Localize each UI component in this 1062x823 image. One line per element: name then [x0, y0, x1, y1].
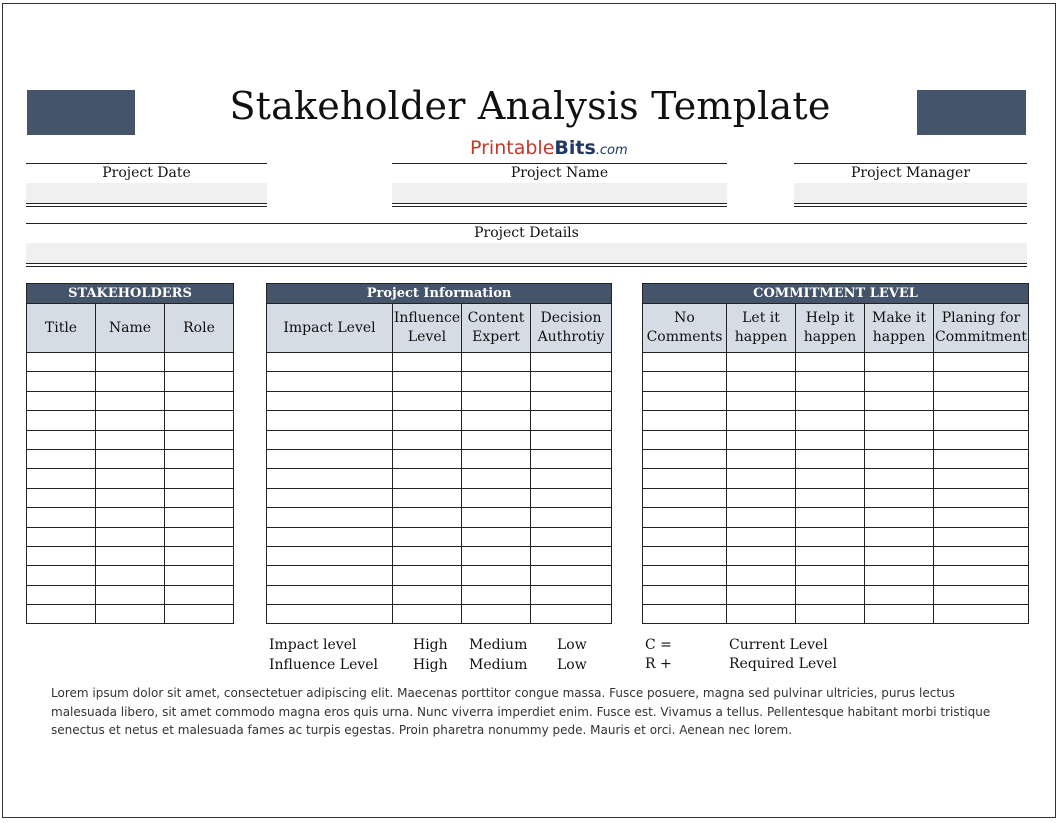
col-planning-for-commitment: Planing for Commitment [934, 304, 1029, 353]
table-cell[interactable] [96, 566, 165, 585]
table-cell[interactable] [96, 353, 165, 372]
col-help-it-happen: Help it happen [796, 304, 865, 353]
table-cell[interactable] [531, 469, 612, 488]
table-cell[interactable] [393, 372, 462, 391]
table-cell[interactable] [165, 585, 234, 604]
table-cell[interactable] [165, 605, 234, 624]
table-cell[interactable] [267, 566, 393, 585]
table-cell[interactable] [27, 391, 96, 410]
table-cell[interactable] [934, 527, 1029, 546]
table-cell[interactable] [267, 353, 393, 372]
table-cell[interactable] [865, 469, 934, 488]
impact-level-legend-label: Impact level [269, 637, 357, 653]
table-row [27, 585, 234, 604]
table-cell[interactable] [531, 411, 612, 430]
table-cell[interactable] [934, 391, 1029, 410]
table-cell[interactable] [643, 469, 727, 488]
project-details-label: Project Details [474, 225, 579, 241]
table-row [27, 353, 234, 372]
table-cell[interactable] [531, 585, 612, 604]
table-cell[interactable] [462, 546, 531, 565]
table-cell[interactable] [934, 430, 1029, 449]
logo-part3: .com [595, 143, 628, 158]
influence-high: High [413, 657, 448, 673]
table-row [267, 469, 612, 488]
table-cell[interactable] [865, 372, 934, 391]
table-cell[interactable] [267, 391, 393, 410]
table-cell[interactable] [531, 353, 612, 372]
table-row [643, 430, 1029, 449]
table-cell[interactable] [643, 585, 727, 604]
table-cell[interactable] [462, 353, 531, 372]
table-cell[interactable] [96, 488, 165, 507]
table-cell[interactable] [727, 488, 796, 507]
table-cell[interactable] [727, 411, 796, 430]
table-cell[interactable] [462, 449, 531, 468]
table-cell[interactable] [393, 508, 462, 527]
table-cell[interactable] [934, 411, 1029, 430]
table-row [267, 508, 612, 527]
table-row [27, 527, 234, 546]
table-cell[interactable] [267, 469, 393, 488]
project-name-label: Project Name [510, 165, 609, 181]
table-cell[interactable] [267, 585, 393, 604]
stakeholders-band: STAKEHOLDERS [27, 284, 234, 304]
table-row [643, 605, 1029, 624]
table-cell[interactable] [96, 411, 165, 430]
page-title: Stakeholder Analysis Template [229, 84, 831, 128]
col-role: Role [165, 304, 234, 353]
project-information-table [266, 283, 612, 624]
table-cell[interactable] [393, 605, 462, 624]
table-cell[interactable] [462, 605, 531, 624]
table-cell[interactable] [531, 546, 612, 565]
table-cell[interactable] [796, 411, 865, 430]
table-cell[interactable] [267, 605, 393, 624]
table-cell[interactable] [165, 527, 234, 546]
table-cell[interactable] [462, 566, 531, 585]
logo-part1: Printable [470, 137, 555, 159]
table-cell[interactable] [267, 449, 393, 468]
table-cell[interactable] [727, 372, 796, 391]
table-cell[interactable] [643, 488, 727, 507]
table-cell[interactable] [727, 449, 796, 468]
required-level-text: Required Level [729, 656, 837, 672]
table-cell[interactable] [165, 353, 234, 372]
table-cell[interactable] [865, 566, 934, 585]
table-cell[interactable] [727, 527, 796, 546]
notes-text: Lorem ipsum dolor sit amet, consectetuer adipiscing elit. Maecenas porttitor congue massa. Fusce posuere, magna sed pulvinar ultricies, purus lectus malesuada libero, sit amet commodo magna eros quis urna. Nunc viverra imperdiet enim. Fusce est. Vivamus a tellus. Pellentesque habitant morbi tristique senectus et netus et malesuada fames ac turpis egestas. Proin pharetra nonummy pede. Mauris et orci. Aenean nec lorem. [51, 686, 991, 737]
table-cell[interactable] [727, 391, 796, 410]
col-content-expert: Content Expert [462, 304, 531, 353]
table-cell[interactable] [934, 508, 1029, 527]
table-cell[interactable] [934, 605, 1029, 624]
table-cell[interactable] [27, 605, 96, 624]
table-cell[interactable] [727, 546, 796, 565]
table-cell[interactable] [796, 391, 865, 410]
table-cell[interactable] [796, 527, 865, 546]
table-cell[interactable] [27, 566, 96, 585]
table-cell[interactable] [96, 372, 165, 391]
table-row [267, 353, 612, 372]
table-cell[interactable] [165, 508, 234, 527]
table-cell[interactable] [865, 605, 934, 624]
table-cell[interactable] [267, 527, 393, 546]
table-row [643, 372, 1029, 391]
impact-high: High [413, 637, 448, 653]
influence-level-legend-label: Influence Level [269, 657, 379, 673]
project-date-field[interactable] [26, 163, 267, 207]
table-cell[interactable] [796, 469, 865, 488]
table-cell[interactable] [462, 469, 531, 488]
col-impact-level: Impact Level [267, 304, 393, 353]
table-row [643, 508, 1029, 527]
table-cell[interactable] [934, 488, 1029, 507]
table-row [267, 527, 612, 546]
table-cell[interactable] [96, 585, 165, 604]
table-cell[interactable] [796, 430, 865, 449]
table-cell[interactable] [462, 372, 531, 391]
table-cell[interactable] [267, 488, 393, 507]
table-cell[interactable] [643, 449, 727, 468]
table-row [643, 469, 1029, 488]
table-cell[interactable] [96, 449, 165, 468]
table-row [267, 411, 612, 430]
table-row [267, 372, 612, 391]
table-cell[interactable] [531, 508, 612, 527]
influence-medium: Medium [469, 657, 528, 673]
table-cell[interactable] [393, 488, 462, 507]
table-cell[interactable] [727, 430, 796, 449]
col-no-comments: No Comments [643, 304, 727, 353]
table-cell[interactable] [267, 546, 393, 565]
logo-part2: Bits [554, 137, 596, 159]
table-cell[interactable] [643, 353, 727, 372]
table-cell[interactable] [462, 430, 531, 449]
table-cell[interactable] [865, 508, 934, 527]
table-cell[interactable] [267, 508, 393, 527]
table-cell[interactable] [27, 353, 96, 372]
table-cell[interactable] [165, 372, 234, 391]
table-row [27, 430, 234, 449]
table-row [27, 605, 234, 624]
table-cell[interactable] [796, 372, 865, 391]
table-cell[interactable] [865, 391, 934, 410]
table-cell[interactable] [393, 585, 462, 604]
table-row [643, 585, 1029, 604]
table-cell[interactable] [643, 391, 727, 410]
table-cell[interactable] [27, 508, 96, 527]
table-cell[interactable] [531, 566, 612, 585]
table-row [643, 411, 1029, 430]
table-cell[interactable] [96, 508, 165, 527]
table-cell[interactable] [727, 469, 796, 488]
table-row [267, 391, 612, 410]
project-name-field[interactable] [392, 163, 727, 207]
col-make-it-happen: Make it happen [865, 304, 934, 353]
table-cell[interactable] [96, 527, 165, 546]
table-cell[interactable] [27, 585, 96, 604]
table-cell[interactable] [934, 372, 1029, 391]
table-cell[interactable] [727, 566, 796, 585]
table-cell[interactable] [796, 353, 865, 372]
table-cell[interactable] [865, 430, 934, 449]
table-row [267, 585, 612, 604]
table-cell[interactable] [393, 353, 462, 372]
table-cell[interactable] [796, 605, 865, 624]
table-cell[interactable] [462, 527, 531, 546]
table-cell[interactable] [267, 372, 393, 391]
table-cell[interactable] [796, 488, 865, 507]
table-cell[interactable] [531, 391, 612, 410]
table-cell[interactable] [393, 449, 462, 468]
table-cell[interactable] [462, 391, 531, 410]
table-cell[interactable] [796, 449, 865, 468]
table-row [643, 527, 1029, 546]
table-cell[interactable] [796, 585, 865, 604]
table-cell[interactable] [393, 546, 462, 565]
project-manager-input[interactable] [794, 183, 1027, 203]
stakeholders-table [26, 283, 234, 624]
table-cell[interactable] [865, 449, 934, 468]
table-cell[interactable] [643, 372, 727, 391]
table-cell[interactable] [393, 411, 462, 430]
table-cell[interactable] [393, 566, 462, 585]
project-details-input[interactable] [26, 243, 1027, 263]
table-row [643, 546, 1029, 565]
table-cell[interactable] [462, 508, 531, 527]
table-cell[interactable] [934, 353, 1029, 372]
table-cell[interactable] [165, 391, 234, 410]
table-cell[interactable] [96, 546, 165, 565]
table-cell[interactable] [267, 411, 393, 430]
table-row [27, 469, 234, 488]
table-cell[interactable] [643, 546, 727, 565]
table-cell[interactable] [643, 527, 727, 546]
project-details-field[interactable] [26, 223, 1027, 267]
table-cell[interactable] [865, 585, 934, 604]
table-row [27, 566, 234, 585]
table-cell[interactable] [27, 430, 96, 449]
table-row [267, 430, 612, 449]
table-cell[interactable] [727, 508, 796, 527]
required-level-code: R + [645, 656, 672, 672]
table-cell[interactable] [393, 527, 462, 546]
col-decision-authority: Decision Authrotiy [531, 304, 612, 353]
project-manager-field[interactable] [794, 163, 1027, 207]
table-row [27, 488, 234, 507]
table-cell[interactable] [643, 430, 727, 449]
table-cell[interactable] [934, 566, 1029, 585]
table-cell[interactable] [934, 585, 1029, 604]
table-row [27, 449, 234, 468]
table-cell[interactable] [96, 469, 165, 488]
table-cell[interactable] [96, 430, 165, 449]
table-cell[interactable] [267, 430, 393, 449]
current-level-text: Current Level [729, 637, 828, 653]
project-name-input[interactable] [392, 183, 727, 203]
table-cell[interactable] [531, 488, 612, 507]
table-cell[interactable] [27, 411, 96, 430]
table-cell[interactable] [393, 469, 462, 488]
current-level-code: C = [645, 637, 672, 653]
table-row [267, 605, 612, 624]
table-row [643, 449, 1029, 468]
influence-low: Low [557, 657, 587, 673]
table-cell[interactable] [27, 469, 96, 488]
table-cell[interactable] [934, 469, 1029, 488]
table-row [27, 391, 234, 410]
project-information-band: Project Information [267, 284, 612, 304]
table-cell[interactable] [531, 449, 612, 468]
table-row [643, 391, 1029, 410]
col-let-it-happen: Let it happen [727, 304, 796, 353]
table-cell[interactable] [165, 411, 234, 430]
impact-low: Low [557, 637, 587, 653]
table-cell[interactable] [393, 391, 462, 410]
table-cell[interactable] [865, 527, 934, 546]
table-cell[interactable] [865, 353, 934, 372]
table-cell[interactable] [165, 546, 234, 565]
table-cell[interactable] [643, 566, 727, 585]
project-date-label: Project Date [102, 165, 191, 181]
table-cell[interactable] [165, 566, 234, 585]
table-cell[interactable] [462, 411, 531, 430]
table-cell[interactable] [865, 411, 934, 430]
table-cell[interactable] [165, 488, 234, 507]
table-cell[interactable] [796, 546, 865, 565]
table-cell[interactable] [531, 605, 612, 624]
header-decor-right [917, 90, 1026, 135]
table-cell[interactable] [165, 430, 234, 449]
commitment-level-band: COMMITMENT LEVEL [643, 284, 1029, 304]
table-row [267, 449, 612, 468]
table-cell[interactable] [165, 469, 234, 488]
table-cell[interactable] [531, 430, 612, 449]
col-name: Name [96, 304, 165, 353]
table-cell[interactable] [462, 488, 531, 507]
table-cell[interactable] [96, 391, 165, 410]
table-row [27, 372, 234, 391]
col-influence-level: Influence Level [393, 304, 462, 353]
impact-medium: Medium [469, 637, 528, 653]
project-date-input[interactable] [26, 183, 267, 203]
table-row [643, 488, 1029, 507]
table-row [643, 353, 1029, 372]
table-cell[interactable] [796, 508, 865, 527]
project-manager-label: Project Manager [850, 165, 971, 181]
table-cell[interactable] [531, 527, 612, 546]
table-cell[interactable] [727, 605, 796, 624]
table-cell[interactable] [865, 488, 934, 507]
table-cell[interactable] [643, 605, 727, 624]
table-row [27, 508, 234, 527]
table-cell[interactable] [27, 449, 96, 468]
table-cell[interactable] [27, 527, 96, 546]
table-cell[interactable] [27, 488, 96, 507]
table-cell[interactable] [643, 508, 727, 527]
table-cell[interactable] [643, 411, 727, 430]
header-decor-left [27, 90, 135, 135]
table-cell[interactable] [393, 430, 462, 449]
table-row [27, 546, 234, 565]
table-cell[interactable] [165, 449, 234, 468]
table-row [27, 411, 234, 430]
table-row [267, 566, 612, 585]
table-cell[interactable] [27, 372, 96, 391]
brand-logo [470, 137, 660, 159]
col-title: Title [27, 304, 96, 353]
table-cell[interactable] [27, 546, 96, 565]
table-row [267, 546, 612, 565]
table-cell[interactable] [934, 546, 1029, 565]
table-cell[interactable] [96, 605, 165, 624]
table-cell[interactable] [727, 585, 796, 604]
table-cell[interactable] [934, 449, 1029, 468]
table-cell[interactable] [531, 372, 612, 391]
table-row [267, 488, 612, 507]
table-cell[interactable] [796, 566, 865, 585]
table-cell[interactable] [462, 585, 531, 604]
table-cell[interactable] [727, 353, 796, 372]
table-cell[interactable] [865, 546, 934, 565]
commitment-level-table [642, 283, 1029, 624]
table-row [643, 566, 1029, 585]
